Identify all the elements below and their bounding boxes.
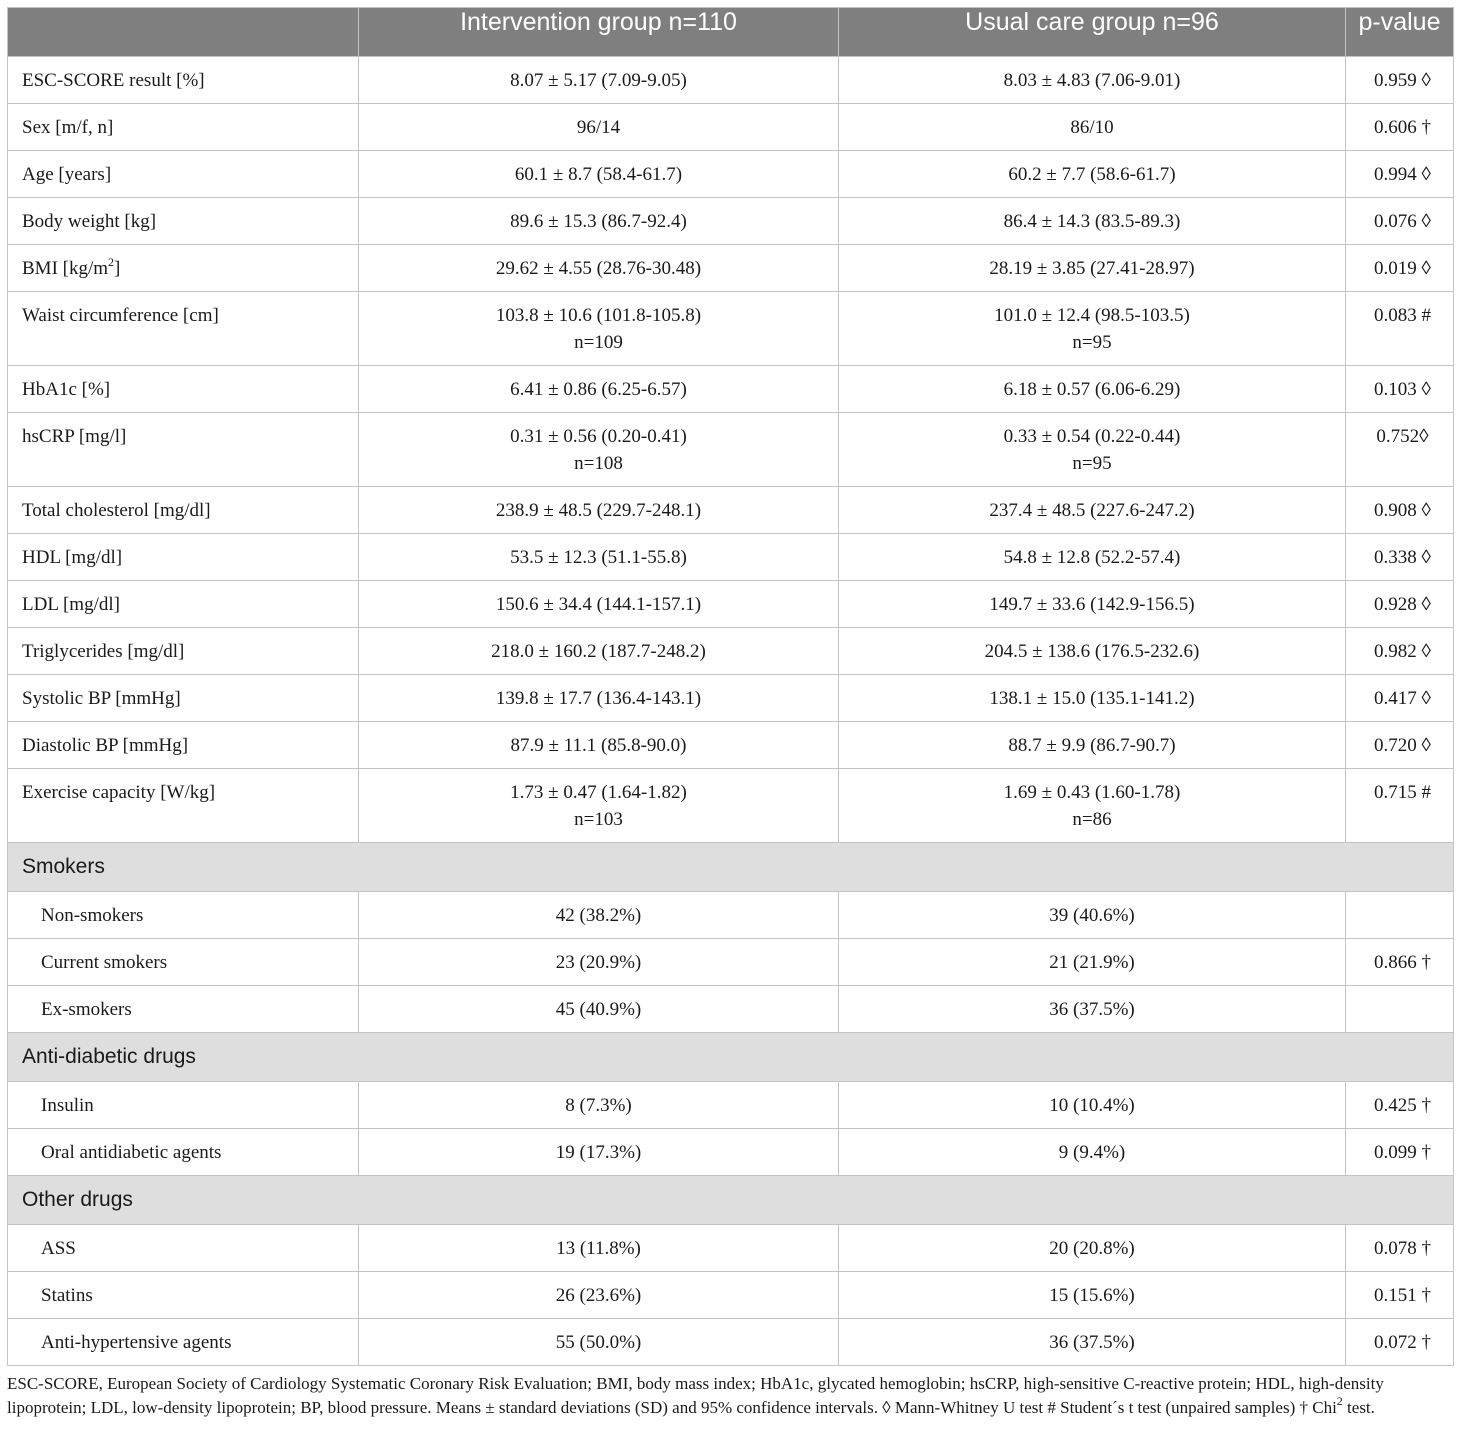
usual-care-value-cell [839,892,1346,939]
table-body [8,57,1454,1366]
row-label: Age [years] [8,151,359,198]
table-row [8,198,1454,245]
anti-diabetic-drugs-section-row [8,1033,1454,1082]
usual-care-value-cell-value: 149.7 ± 33.6 (142.9-156.5) [989,594,1195,615]
table-header-row [8,8,1454,57]
table-row [8,628,1454,675]
table-row [8,1319,1454,1366]
usual-care-value-cell [839,366,1346,413]
table-row [8,292,1454,366]
usual-care-value-cell [839,769,1346,843]
header-intervention-group: Intervention group n=110 [359,8,839,57]
row-label: Sex [m/f, n] [8,104,359,151]
table-row [8,245,1454,292]
intervention-value-cell-value: 29.62 ± 4.55 (28.76-30.48) [495,258,702,279]
p-value-cell: 0.606 † [1346,104,1454,151]
p-value-cell [1346,892,1454,939]
table-row [8,675,1454,722]
intervention-value-cell-value: 96/14 [576,117,621,138]
intervention-value-cell-value: 26 (23.6%) [555,1285,642,1306]
intervention-value-cell-n: n=103 [574,809,623,830]
row-label-suffix: ] [114,258,121,279]
usual-care-value-cell-value: 36 (37.5%) [1049,1332,1135,1353]
intervention-value-cell [359,581,839,628]
intervention-value-cell [359,675,839,722]
usual-care-value-cell-n: n=95 [1072,332,1112,353]
p-value-cell: 0.151 † [1346,1272,1454,1319]
intervention-value-cell [359,1225,839,1272]
intervention-value-cell-value: 42 (38.2%) [555,905,642,926]
intervention-value-cell-value: 45 (40.9%) [555,999,642,1020]
p-value-cell: 0.417 ◊ [1346,675,1454,722]
intervention-value-cell-value: 55 (50.0%) [555,1332,642,1353]
intervention-value-cell-value: 89.6 ± 15.3 (86.7-92.4) [510,211,687,232]
usual-care-value-cell-value: 20 (20.8%) [1049,1238,1135,1259]
table-row [8,104,1454,151]
intervention-value-cell [359,104,839,151]
intervention-value-cell-n: n=108 [574,453,623,474]
intervention-value-cell [359,986,839,1033]
row-label: LDL [mg/dl] [8,581,359,628]
usual-care-value-cell [839,534,1346,581]
usual-care-value-cell [839,1272,1346,1319]
table-row [8,151,1454,198]
p-value-cell: 0.425 † [1346,1082,1454,1129]
intervention-value-cell-value: 1.73 ± 0.47 (1.64-1.82) [510,782,687,803]
intervention-value-cell-value: 8 (7.3%) [565,1095,632,1116]
usual-care-value-cell-n: n=86 [1072,809,1112,830]
p-value-cell [1346,986,1454,1033]
row-label-superscript: 2 [108,254,115,269]
footnote-text: ESC-SCORE, European Society of Cardiology Systematic Coronary Risk Evaluation; BMI, body mass index; HbA1c, glycated hemoglobin; hsCRP, high-sensitive C-reactive protein; HDL, high-density lipoprotein; LDL, low-density lipoprotein; BP, blood pressure. Means ± standard deviations (SD) and 95% confidence intervals. ◊ Mann-Whitney U test # Student´s t test (unpaired samples) † Chi [7,1374,1384,1417]
usual-care-value-cell [839,487,1346,534]
row-label: Triglycerides [mg/dl] [8,628,359,675]
other-drugs-section-row [8,1176,1454,1225]
usual-care-value-cell-value: 8.03 ± 4.83 (7.06-9.01) [1003,70,1181,91]
table-row [8,986,1454,1033]
usual-care-value-cell [839,986,1346,1033]
usual-care-value-cell-value: 9 (9.4%) [1058,1142,1126,1163]
row-label-text: BMI [kg/m [22,258,109,279]
intervention-value-cell [359,487,839,534]
table-row [8,1225,1454,1272]
row-label: Diastolic BP [mmHg] [8,722,359,769]
usual-care-value-cell-value: 101.0 ± 12.4 (98.5-103.5) [994,305,1190,326]
p-value-cell: 0.752◊ [1346,413,1454,487]
table-row [8,1082,1454,1129]
header-usual-care-group: Usual care group n=96 [839,8,1346,57]
intervention-value-cell [359,769,839,843]
table-row [8,487,1454,534]
usual-care-value-cell [839,245,1346,292]
intervention-value-cell [359,939,839,986]
usual-care-value-cell-value: 36 (37.5%) [1049,999,1135,1020]
usual-care-value-cell-value: 88.7 ± 9.9 (86.7-90.7) [1008,735,1176,756]
row-label: Insulin [8,1082,359,1129]
p-value-cell: 0.928 ◊ [1346,581,1454,628]
usual-care-value-cell [839,722,1346,769]
intervention-value-cell [359,57,839,104]
intervention-value-cell [359,1319,839,1366]
intervention-value-cell [359,1129,839,1176]
anti-diabetic-drugs-section-title: Anti-diabetic drugs [8,1033,1454,1082]
usual-care-value-cell-value: 21 (21.9%) [1049,952,1135,973]
intervention-value-cell [359,1082,839,1129]
table-row [8,892,1454,939]
intervention-value-cell [359,534,839,581]
table-row [8,413,1454,487]
table-row [8,939,1454,986]
usual-care-value-cell-n: n=95 [1072,453,1112,474]
usual-care-value-cell [839,581,1346,628]
usual-care-value-cell-value: 15 (15.6%) [1049,1285,1135,1306]
intervention-value-cell-value: 19 (17.3%) [555,1142,642,1163]
p-value-cell: 0.994 ◊ [1346,151,1454,198]
intervention-value-cell [359,198,839,245]
p-value-cell: 0.076 ◊ [1346,198,1454,245]
p-value-cell: 0.720 ◊ [1346,722,1454,769]
row-label: Current smokers [8,939,359,986]
p-value-cell: 0.072 † [1346,1319,1454,1366]
usual-care-value-cell [839,628,1346,675]
intervention-value-cell-value: 139.8 ± 17.7 (136.4-143.1) [495,688,702,709]
row-label: HDL [mg/dl] [8,534,359,581]
table-row [8,581,1454,628]
p-value-cell: 0.338 ◊ [1346,534,1454,581]
usual-care-value-cell-value: 138.1 ± 15.0 (135.1-141.2) [989,688,1195,709]
intervention-value-cell [359,151,839,198]
usual-care-value-cell-value: 0.33 ± 0.54 (0.22-0.44) [1003,426,1181,447]
row-label: Anti-hypertensive agents [8,1319,359,1366]
row-label [8,245,359,292]
p-value-cell: 0.908 ◊ [1346,487,1454,534]
table-row [8,534,1454,581]
usual-care-value-cell [839,413,1346,487]
intervention-value-cell-value: 150.6 ± 34.4 (144.1-157.1) [495,594,702,615]
row-label: Ex-smokers [8,986,359,1033]
row-label: Body weight [kg] [8,198,359,245]
usual-care-value-cell [839,1082,1346,1129]
row-label: Statins [8,1272,359,1319]
row-label: Oral antidiabetic agents [8,1129,359,1176]
intervention-value-cell-value: 6.41 ± 0.86 (6.25-6.57) [510,379,687,400]
intervention-value-cell-value: 13 (11.8%) [556,1238,641,1259]
intervention-value-cell-value: 218.0 ± 160.2 (187.7-248.2) [491,641,706,662]
p-value-cell: 0.078 † [1346,1225,1454,1272]
p-value-cell: 0.103 ◊ [1346,366,1454,413]
usual-care-value-cell [839,1319,1346,1366]
intervention-value-cell-value: 87.9 ± 11.1 (85.8-90.0) [510,735,687,756]
usual-care-value-cell-value: 86.4 ± 14.3 (83.5-89.3) [1003,211,1181,232]
usual-care-value-cell-value: 39 (40.6%) [1049,905,1135,926]
table-row [8,1272,1454,1319]
table-row [8,769,1454,843]
intervention-value-cell-value: 53.5 ± 12.3 (51.1-55.8) [510,547,687,568]
table-row [8,366,1454,413]
p-value-cell: 0.019 ◊ [1346,245,1454,292]
table-row [8,57,1454,104]
row-label: Exercise capacity [W/kg] [8,769,359,843]
intervention-value-cell [359,413,839,487]
usual-care-value-cell [839,1129,1346,1176]
row-label: Non-smokers [8,892,359,939]
usual-care-value-cell-value: 6.18 ± 0.57 (6.06-6.29) [1003,379,1181,400]
usual-care-value-cell [839,151,1346,198]
intervention-value-cell [359,245,839,292]
intervention-value-cell [359,892,839,939]
usual-care-value-cell-value: 204.5 ± 138.6 (176.5-232.6) [984,641,1200,662]
intervention-value-cell [359,292,839,366]
usual-care-value-cell [839,198,1346,245]
row-label: hsCRP [mg/l] [8,413,359,487]
table-row [8,722,1454,769]
table-row [8,1129,1454,1176]
intervention-value-cell-value: 238.9 ± 48.5 (229.7-248.1) [495,500,702,521]
p-value-cell: 0.083 # [1346,292,1454,366]
intervention-value-cell [359,628,839,675]
intervention-value-cell-value: 103.8 ± 10.6 (101.8-105.8) [495,305,702,326]
usual-care-value-cell-value: 1.69 ± 0.43 (1.60-1.78) [1003,782,1181,803]
p-value-cell: 0.982 ◊ [1346,628,1454,675]
usual-care-value-cell-value: 28.19 ± 3.85 (27.41-28.97) [989,258,1195,279]
row-label: Waist circumference [cm] [8,292,359,366]
usual-care-value-cell [839,292,1346,366]
row-label: Total cholesterol [mg/dl] [8,487,359,534]
footnote-superscript: 2 [1336,1394,1343,1409]
usual-care-value-cell [839,104,1346,151]
usual-care-value-cell [839,57,1346,104]
p-value-cell: 0.715 # [1346,769,1454,843]
intervention-value-cell [359,722,839,769]
p-value-cell: 0.959 ◊ [1346,57,1454,104]
footnote-end: test. [1342,1398,1375,1417]
p-value-cell: 0.099 † [1346,1129,1454,1176]
usual-care-value-cell [839,939,1346,986]
usual-care-value-cell [839,1225,1346,1272]
usual-care-value-cell-value: 237.4 ± 48.5 (227.6-247.2) [989,500,1195,521]
smokers-section-title: Smokers [8,843,1454,892]
intervention-value-cell-value: 8.07 ± 5.17 (7.09-9.05) [510,70,687,91]
table-footnote [7,1372,1457,1420]
other-drugs-section-title: Other drugs [8,1176,1454,1225]
row-label: ESC-SCORE result [%] [8,57,359,104]
row-label: HbA1c [%] [8,366,359,413]
header-label-column [8,8,359,57]
usual-care-value-cell-value: 86/10 [1070,117,1114,138]
intervention-value-cell-value: 0.31 ± 0.56 (0.20-0.41) [510,426,687,447]
intervention-value-cell-value: 60.1 ± 8.7 (58.4-61.7) [514,164,683,185]
smokers-section-row [8,843,1454,892]
header-p-value: p-value [1346,8,1454,57]
usual-care-value-cell-value: 10 (10.4%) [1049,1095,1135,1116]
baseline-characteristics-table [7,7,1454,1366]
intervention-value-cell-n: n=109 [574,332,623,353]
usual-care-value-cell-value: 60.2 ± 7.7 (58.6-61.7) [1008,164,1176,185]
p-value-cell: 0.866 † [1346,939,1454,986]
usual-care-value-cell [839,675,1346,722]
intervention-value-cell [359,1272,839,1319]
usual-care-value-cell-value: 54.8 ± 12.8 (52.2-57.4) [1003,547,1181,568]
intervention-value-cell-value: 23 (20.9%) [555,952,642,973]
intervention-value-cell [359,366,839,413]
row-label: ASS [8,1225,359,1272]
row-label: Systolic BP [mmHg] [8,675,359,722]
